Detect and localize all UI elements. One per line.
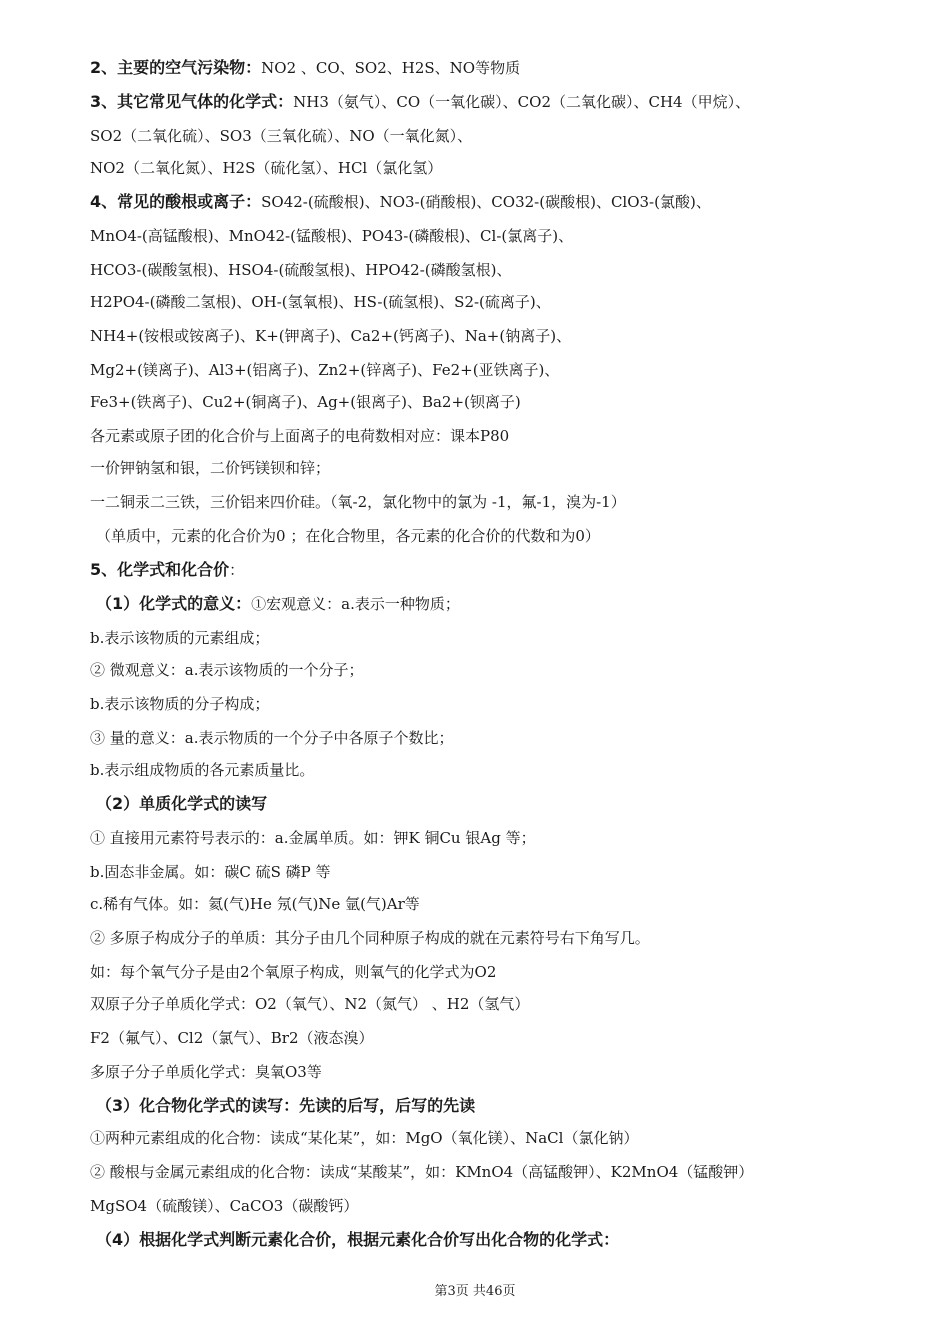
text-line bbox=[90, 360, 559, 380]
text-line bbox=[90, 894, 420, 914]
text-line bbox=[90, 1128, 638, 1148]
body-text: 双原子分子单质化学式：O2（氧气）、N2（氮气） 、H2（氢气） bbox=[90, 995, 530, 1013]
body-text: F2（氟气）、Cl2（氯气）、Br2（液态溴） bbox=[90, 1029, 374, 1047]
text-line bbox=[90, 628, 269, 648]
text-line bbox=[90, 1062, 322, 1082]
body-text: b.表示组成物质的各元素质量比。 bbox=[90, 761, 315, 779]
body-text: NO2 、CO、SO2、H2S、NO等物质 bbox=[261, 59, 521, 77]
text-line bbox=[90, 58, 520, 78]
text-line bbox=[90, 560, 244, 580]
text-line bbox=[90, 728, 453, 748]
body-text: Mg2+(镁离子)、Al3+(铝离子)、Zn2+(锌离子)、Fe2+(亚铁离子)、 bbox=[90, 361, 560, 379]
heading-text: 2、主要的空气污染物： bbox=[90, 58, 262, 77]
body-text: b.表示该物质的分子构成； bbox=[90, 695, 270, 713]
text-line bbox=[90, 928, 650, 948]
body-text: H2PO4-(磷酸二氢根)、OH-(氢氧根)、HS-(硫氢根)、S2-(硫离子)、 bbox=[90, 293, 551, 311]
text-line bbox=[90, 126, 472, 146]
body-text: ： bbox=[229, 561, 245, 579]
body-text: SO2（二氧化硫）、SO3（三氧化硫）、NO（一氧化氮）、 bbox=[90, 127, 473, 145]
body-text: ① 直接用元素符号表示的：a.金属单质。如：钾K 铜Cu 银Ag 等； bbox=[90, 829, 536, 847]
text-line bbox=[90, 1162, 753, 1182]
body-text: 一价钾钠氢和银，二价钙镁钡和锌； bbox=[90, 459, 331, 477]
text-line bbox=[90, 760, 314, 780]
text-line bbox=[90, 292, 551, 312]
text-line bbox=[90, 226, 573, 246]
body-text: 如：每个氧气分子是由2个氧原子构成，则氧气的化学式为O2 bbox=[90, 963, 497, 981]
text-line bbox=[90, 962, 496, 982]
heading-text: （3）化合物化学式的读写：先读的后写，后写的先读 bbox=[96, 1096, 476, 1115]
body-text: ①宏观意义：a.表示一种物质； bbox=[251, 595, 460, 613]
body-text: 各元素或原子团的化合价与上面离子的电荷数相对应：课本P80 bbox=[90, 427, 510, 445]
text-line bbox=[90, 862, 331, 882]
heading-text: 4、常见的酸根或离子： bbox=[90, 192, 262, 211]
body-text: NO2（二氧化氮）、H2S（硫化氢）、HCl（氯化氢） bbox=[90, 159, 443, 177]
text-line bbox=[90, 426, 509, 446]
heading-text: （2）单质化学式的读写 bbox=[96, 794, 268, 813]
text-line bbox=[90, 392, 521, 412]
text-line bbox=[90, 158, 442, 178]
text-line bbox=[96, 1096, 475, 1116]
heading-text: 3、其它常见气体的化学式： bbox=[90, 92, 294, 111]
body-text: ② 多原子构成分子的单质：其分子由几个同种原子构成的就在元素符号右下角写几。 bbox=[90, 929, 650, 947]
text-line bbox=[90, 260, 511, 280]
body-text: MgSO4（硫酸镁）、CaCO3（碳酸钙） bbox=[90, 1197, 359, 1215]
body-text: b.表示该物质的元素组成； bbox=[90, 629, 270, 647]
body-text: MnO4-(高锰酸根)、MnO42-(锰酸根)、PO43-(磷酸根)、Cl-(氯离子)、 bbox=[90, 227, 574, 245]
body-text: ② 酸根与金属元素组成的化合物：读成“某酸某”，如：KMnO4（高锰酸钾）、K2MnO4（锰酸钾） bbox=[90, 1163, 754, 1181]
text-line bbox=[96, 1230, 619, 1250]
text-line bbox=[90, 994, 529, 1014]
text-line bbox=[90, 458, 330, 478]
text-line bbox=[90, 828, 536, 848]
text-line bbox=[90, 492, 626, 512]
heading-text: 5、化学式和化合价 bbox=[90, 560, 230, 579]
body-text: c.稀有气体。如：氦(气)He 氖(气)Ne 氩(气)Ar等 bbox=[90, 895, 420, 913]
text-line bbox=[96, 526, 600, 546]
heading-text: （1）化学式的意义： bbox=[96, 594, 252, 613]
body-text: NH4+(铵根或铵离子)、K+(钾离子)、Ca2+(钙离子)、Na+(钠离子)、 bbox=[90, 327, 572, 345]
body-text: （单质中，元素的化合价为0 ；在化合物里，各元素的化合价的代数和为0） bbox=[96, 527, 600, 545]
text-line bbox=[90, 1028, 374, 1048]
text-line bbox=[90, 192, 711, 212]
text-line bbox=[96, 594, 460, 614]
text-line bbox=[90, 326, 571, 346]
text-line bbox=[96, 794, 267, 814]
text-line bbox=[90, 92, 750, 112]
text-line bbox=[90, 1196, 358, 1216]
body-text: NH3（氨气）、CO（一氧化碳）、CO2（二氧化碳）、CH4（甲烷）、 bbox=[293, 93, 751, 111]
body-text: SO42-(硫酸根)、NO3-(硝酸根)、CO32-(碳酸根)、ClO3-(氯酸)、 bbox=[261, 193, 711, 211]
text-line bbox=[90, 660, 363, 680]
body-text: Fe3+(铁离子)、Cu2+(铜离子)、Ag+(银离子)、Ba2+(钡离子) bbox=[90, 393, 521, 411]
body-text: 一二铜汞二三铁，三价铝来四价硅。（氧-2，氯化物中的氯为 -1，氟-1，溴为-1） bbox=[90, 493, 626, 511]
text-line bbox=[90, 694, 269, 714]
body-text: b.固态非金属。如：碳C 硫S 磷P 等 bbox=[90, 863, 331, 881]
body-text: HCO3-(碳酸氢根)、HSO4-(硫酸氢根)、HPO42-(磷酸氢根)、 bbox=[90, 261, 512, 279]
body-text: ② 微观意义：a.表示该物质的一个分子； bbox=[90, 661, 364, 679]
body-text: ③ 量的意义：a.表示物质的一个分子中各原子个数比； bbox=[90, 729, 454, 747]
heading-text: （4）根据化学式判断元素化合价，根据元素化合价写出化合物的化学式： bbox=[96, 1230, 620, 1249]
body-text: ①两种元素组成的化合物：读成“某化某”，如：MgO（氧化镁）、NaCl（氯化钠） bbox=[90, 1129, 639, 1147]
body-text: 多原子分子单质化学式：臭氧O3等 bbox=[90, 1063, 322, 1081]
page-footer: 第3页 共46页 bbox=[434, 1284, 516, 1299]
